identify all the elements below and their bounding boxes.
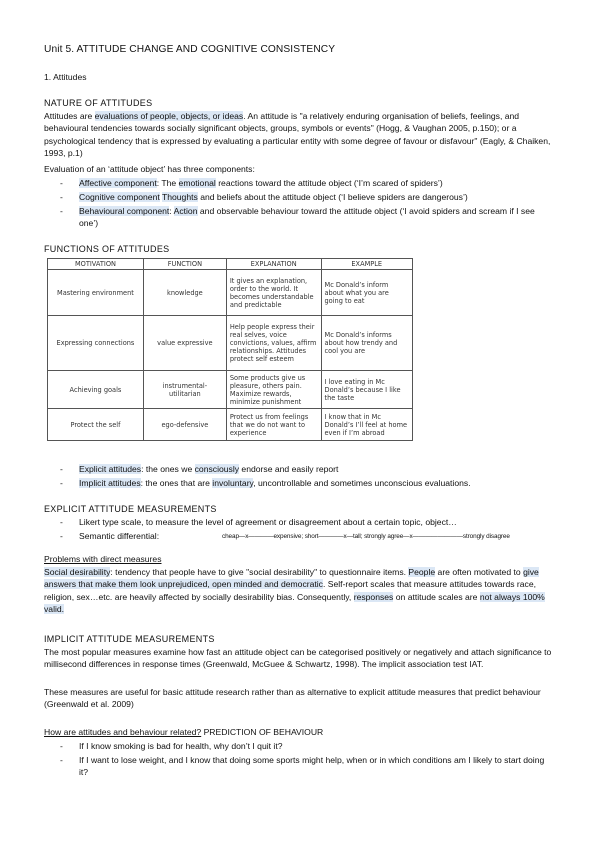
list-item: - Implicit attitudes: the ones that are involuntary, uncontrollable and sometimes unconscious evaluations. <box>60 477 550 489</box>
prediction-heading: How are attitudes and behaviour related? PREDICTION OF BEHAVIOUR <box>44 727 324 737</box>
column-header: FUNCTION <box>143 259 226 270</box>
explicit-heading: EXPLICIT ATTITUDE MEASUREMENTS <box>44 504 217 514</box>
problems-heading: Problems with direct measures <box>44 554 162 564</box>
implicit-paragraph-1: The most popular measures examine how fast an attitude object can be categorised positively or negatively and attach significance to millisecond differences in response times (Greenwald, McGuee & Schwartz, 1998). The implicit association test IAT. <box>44 647 552 670</box>
column-header: EXPLANATION <box>226 259 321 270</box>
components-intro: Evaluation of an ‘attitude object’ has three components: <box>44 164 255 174</box>
list-item: - Explicit attitudes: the ones we consciously endorse and easily report <box>60 463 550 475</box>
table-row: Expressing connections value expressive Help people express their real selves, voice convictions, values, affirm relationships. Attitudes protect self esteem Mc Donald’s informs about how trendy and cool you are <box>48 316 413 371</box>
prediction-list <box>60 740 550 780</box>
section-heading: 1. Attitudes <box>44 72 87 82</box>
nature-heading: NATURE OF ATTITUDES <box>44 98 153 108</box>
table-row: Mastering environment knowledge It gives an explanation, order to the world. It becomes understandable and predictable Mc Donald’s inform about what you are going to eat <box>48 270 413 316</box>
implicit-paragraph-2: These measures are useful for basic attitude research rather than as alternative to explicit attitude measures that predict behaviour (Greenwald et al. 2009) <box>44 687 541 710</box>
page-title: Unit 5. ATTITUDE CHANGE AND COGNITIVE CONSISTENCY <box>44 44 336 55</box>
highlight: evaluations of people, objects, or ideas <box>94 111 244 121</box>
semantic-scale: cheap—x————expensive; short————x—tall; strongly agree—x————————strongly disagree <box>222 533 510 540</box>
list-item: - Behavioural component: Action and observable behaviour toward the attitude object (‘I avoid spiders and scream if I see one’) <box>60 205 550 230</box>
list-item: - If I want to lose weight, and I know that doing some sports might help, when or in which conditions am I likely to start doing it? <box>60 754 550 779</box>
implicit-heading: IMPLICIT ATTITUDE MEASUREMENTS <box>44 634 215 644</box>
functions-heading: FUNCTIONS OF ATTITUDES <box>44 244 170 254</box>
functions-table <box>47 258 413 441</box>
list-item: - Likert type scale, to measure the level of agreement or disagreement about a certain topic, object… <box>60 516 550 528</box>
problems-paragraph: Social desirability: tendency that people have to give "social desirability" to questionnaire items. People are often motivated to give answers that make them look unprejudiced, open minded and democratic. Self-report scales that measure attitudes towards race, religion, sex…etc. are heavily affected by socially desirability bias. Consequently, responses on attitude scales are not always 100% valid. <box>44 567 545 615</box>
list-item: - Semantic differential: <box>60 530 550 542</box>
list-item: - Affective component: The emotional reactions toward the attitude object (‘I’m scared of spiders’) <box>60 177 550 189</box>
list-item: - If I know smoking is bad for health, why don’t I quit it? <box>60 740 550 752</box>
components-list <box>60 177 550 231</box>
nature-paragraph: Attitudes are evaluations of people, objects, or ideas. An attitude is "a relatively enduring organisation of beliefs, feelings, and behavioural tendencies towards socially significant objects, groups, symbols or events" (Hogg, & Vaughan 2005, p.150); or a psychological tendency that is expressed by evaluating a particular entity with some degree of favour or disfavour" (Eagly, & Chaiken, 1993, p.1) <box>44 111 551 159</box>
list-item: - Cognitive component Thoughts and beliefs about the attitude object (‘I believe spiders are dangerous’) <box>60 191 550 203</box>
explicit-implicit-list <box>60 463 550 491</box>
table-row: Protect the self ego-defensive Protect us from feelings that we do not want to experience I know that in Mc Donald’s I’ll feel at home even if I’m abroad <box>48 409 413 441</box>
table-row: Achieving goals instrumental-utilitarian Some products give us pleasure, others pain. Maximize rewards, minimize punishment I love eating in Mc Donald’s because I like the taste <box>48 371 413 409</box>
column-header: EXAMPLE <box>321 259 413 270</box>
column-header: MOTIVATION <box>48 259 144 270</box>
